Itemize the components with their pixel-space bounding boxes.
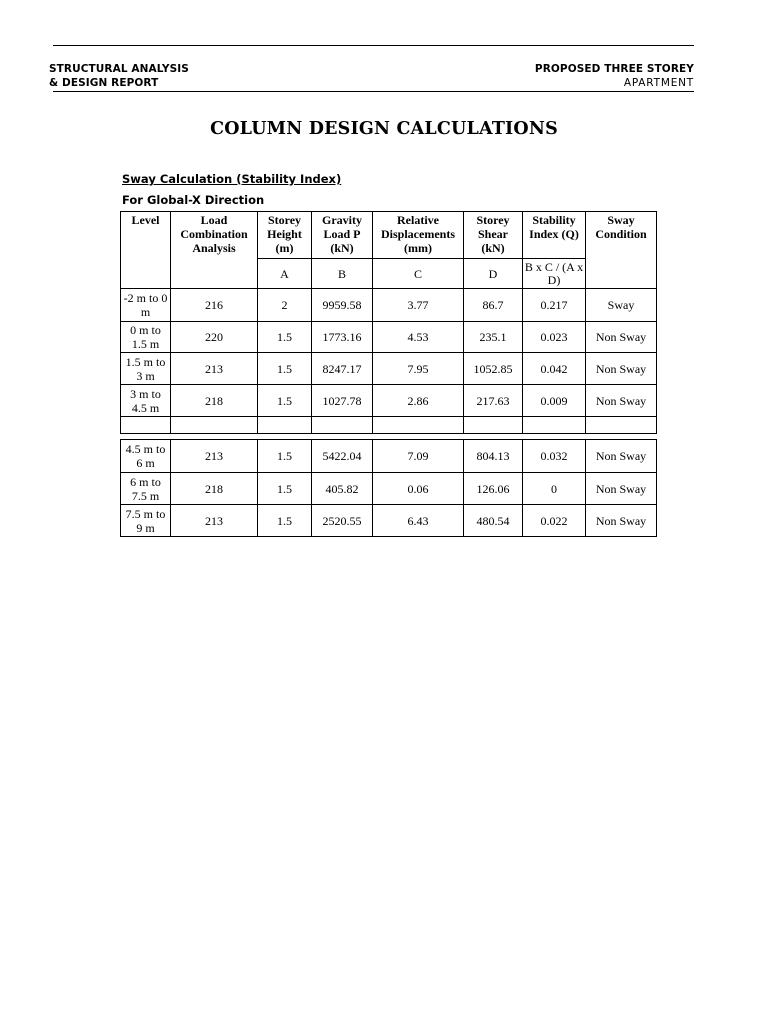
cell-stability-index: 0.032: [523, 440, 586, 473]
cell-storey-shear: 804.13: [464, 440, 523, 473]
col-header-sway-condition: Sway Condition: [586, 212, 657, 289]
cell-load-combination: 213: [171, 440, 258, 473]
cell-storey-shear: 217.63: [464, 385, 523, 417]
symbol-b: B: [312, 259, 373, 289]
cell-storey-height: 1.5: [258, 440, 312, 473]
col-header-level: Level: [121, 212, 171, 289]
stability-table-part2: [120, 439, 657, 537]
empty-cell: [523, 417, 586, 434]
cell-storey-shear: 480.54: [464, 505, 523, 537]
empty-cell: [373, 417, 464, 434]
cell-load-combination: 213: [171, 505, 258, 537]
header-right-line1: PROPOSED THREE STOREY: [534, 63, 694, 75]
cell-sway-condition: Non Sway: [586, 322, 657, 353]
cell-gravity-load: 5422.04: [312, 440, 373, 473]
cell-storey-shear: 126.06: [464, 473, 523, 505]
cell-relative-displacement: 4.53: [373, 322, 464, 353]
cell-stability-index: 0.022: [523, 505, 586, 537]
cell-relative-displacement: 3.77: [373, 289, 464, 322]
col-header-storey-height: Storey Height (m): [258, 212, 312, 259]
cell-relative-displacement: 6.43: [373, 505, 464, 537]
cell-relative-displacement: 2.86: [373, 385, 464, 417]
col-header-relative-displacements: Relative Displacements (mm): [373, 212, 464, 259]
col-header-load-combination: Load Combination Analysis: [171, 212, 258, 289]
col-header-stability-index: Stability Index (Q): [523, 212, 586, 259]
cell-sway-condition: Non Sway: [586, 473, 657, 505]
table-row: [121, 385, 657, 417]
cell-gravity-load: 8247.17: [312, 353, 373, 385]
empty-cell: [171, 417, 258, 434]
symbol-c: C: [373, 259, 464, 289]
cell-storey-height: 1.5: [258, 505, 312, 537]
cell-level: 7.5 m to 9 m: [121, 505, 171, 537]
cell-load-combination: 220: [171, 322, 258, 353]
cell-level: 6 m to 7.5 m: [121, 473, 171, 505]
col-header-storey-shear: Storey Shear (kN): [464, 212, 523, 259]
cell-relative-displacement: 7.09: [373, 440, 464, 473]
project-title-right: [535, 62, 694, 90]
cell-storey-height: 1.5: [258, 353, 312, 385]
cell-gravity-load: 9959.58: [312, 289, 373, 322]
cell-stability-index: 0.217: [523, 289, 586, 322]
section-heading: Sway Calculation (Stability Index): [122, 172, 342, 186]
cell-load-combination: 216: [171, 289, 258, 322]
report-title-left: [49, 62, 189, 90]
section-subheading: For Global-X Direction: [122, 193, 265, 207]
header-left-line2: & DESIGN REPORT: [49, 77, 159, 89]
table-page-break-row: [121, 417, 657, 434]
cell-storey-shear: 1052.85: [464, 353, 523, 385]
cell-relative-displacement: 0.06: [373, 473, 464, 505]
header-left-line1: STRUCTURAL ANALYSIS: [49, 63, 189, 75]
cell-sway-condition: Non Sway: [586, 353, 657, 385]
cell-relative-displacement: 7.95: [373, 353, 464, 385]
header-right-line2: APARTMENT: [623, 77, 694, 89]
cell-sway-condition: Non Sway: [586, 385, 657, 417]
cell-stability-index: 0.023: [523, 322, 586, 353]
col-header-gravity-load: Gravity Load P (kN): [312, 212, 373, 259]
cell-sway-condition: Non Sway: [586, 440, 657, 473]
table-row: [121, 322, 657, 353]
empty-cell: [464, 417, 523, 434]
cell-gravity-load: 1773.16: [312, 322, 373, 353]
empty-cell: [312, 417, 373, 434]
table-row: [121, 505, 657, 537]
cell-storey-shear: 86.7: [464, 289, 523, 322]
cell-stability-index: 0: [523, 473, 586, 505]
header-bottom-rule: [53, 91, 694, 92]
cell-level: -2 m to 0 m: [121, 289, 171, 322]
cell-load-combination: 218: [171, 385, 258, 417]
cell-level: 3 m to 4.5 m: [121, 385, 171, 417]
symbol-a: A: [258, 259, 312, 289]
cell-stability-index: 0.042: [523, 353, 586, 385]
cell-storey-height: 2: [258, 289, 312, 322]
table-row: [121, 473, 657, 505]
symbol-d: D: [464, 259, 523, 289]
cell-level: 1.5 m to 3 m: [121, 353, 171, 385]
cell-gravity-load: 1027.78: [312, 385, 373, 417]
header-top-rule: [53, 45, 694, 46]
cell-storey-height: 1.5: [258, 473, 312, 505]
cell-storey-height: 1.5: [258, 322, 312, 353]
stability-table-part1: [120, 211, 657, 434]
cell-level: 0 m to 1.5 m: [121, 322, 171, 353]
page-title: COLUMN DESIGN CALCULATIONS: [210, 119, 558, 139]
cell-level: 4.5 m to 6 m: [121, 440, 171, 473]
table-row: [121, 440, 657, 473]
empty-cell: [258, 417, 312, 434]
cell-storey-shear: 235.1: [464, 322, 523, 353]
cell-storey-height: 1.5: [258, 385, 312, 417]
empty-cell: [586, 417, 657, 434]
cell-sway-condition: Sway: [586, 289, 657, 322]
cell-load-combination: 218: [171, 473, 258, 505]
empty-cell: [121, 417, 171, 434]
table-row: [121, 289, 657, 322]
cell-sway-condition: Non Sway: [586, 505, 657, 537]
cell-gravity-load: 2520.55: [312, 505, 373, 537]
cell-gravity-load: 405.82: [312, 473, 373, 505]
cell-load-combination: 213: [171, 353, 258, 385]
table-header-row: [121, 212, 657, 259]
symbol-formula: B x C / (A x D): [523, 259, 586, 289]
cell-stability-index: 0.009: [523, 385, 586, 417]
table-row: [121, 353, 657, 385]
